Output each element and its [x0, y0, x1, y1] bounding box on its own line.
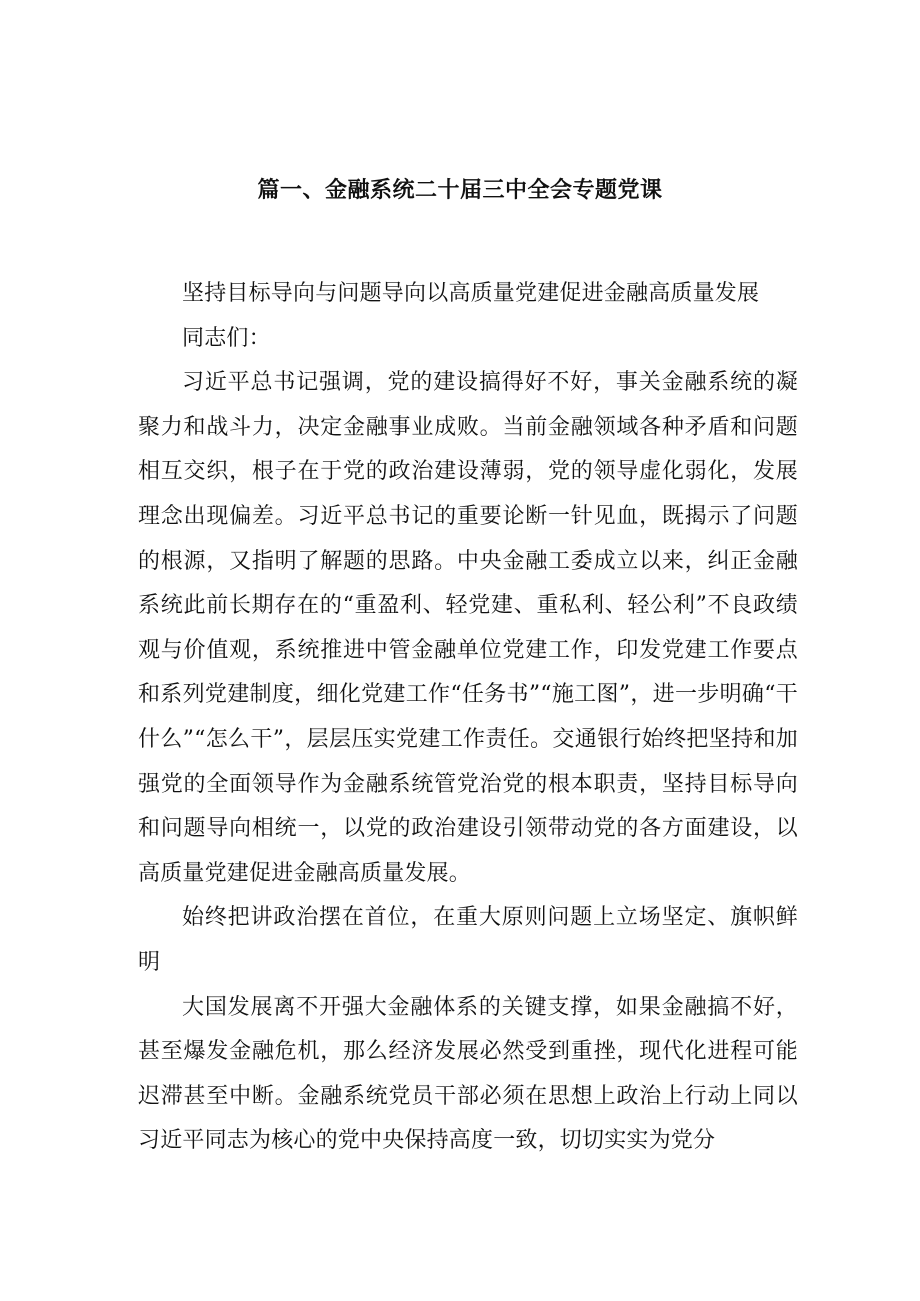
document-subtitle: 坚持目标导向与问题导向以高质量党建促进金融高质量发展 [182, 281, 760, 306]
paragraph-1: 习近平总书记强调，党的建设搞得好不好，事关金融系统的凝聚力和战斗力，决定金融事业成败。当前金融领域各种矛盾和问题相互交织，根子在于党的政治建设薄弱，党的领导虚化弱化，发展理念出现偏差。习近平总书记的重要论断一针见血，既揭示了问题的根源，又指明了解题的思路。中央金融工委成立以来，纠正金融系统此前长期存在的“重盈利、轻党建、重私利、轻公利”不良政绩观与价值观，系统推进中管金融单位党建工作，印发党建工作要点和系列党建制度，细化党建工作“任务书”“施工图”，进一步明确“干什么”“怎么干”，层层压实党建工作责任。交通银行始终把坚持和加强党的全面领导作为金融系统管党治党的根本职责，坚持目标导向和问题导向相统一，以党的政治建设引领带动党的各方面建设，以高质量党建促进金融高质量发展。 [138, 370, 798, 886]
paragraph-2: 大国发展离不开强大金融体系的关键支撑，如果金融搞不好，甚至爆发金融危机，那么经济发展必然受到重挫，现代化进程可能迟滞甚至中断。金融系统党员干部必须在思想上政治上行动上同以习近平同志为核心的党中央保持高度一致，切切实实为党分 [138, 994, 798, 1154]
document-title: 篇一、金融系统二十届三中全会专题党课 [257, 177, 663, 203]
document-body [138, 272, 798, 1164]
salutation: 同志们： [182, 325, 271, 351]
section-heading: 始终把讲政治摆在首位，在重大原则问题上立场坚定、旗帜鲜明 [138, 905, 798, 975]
